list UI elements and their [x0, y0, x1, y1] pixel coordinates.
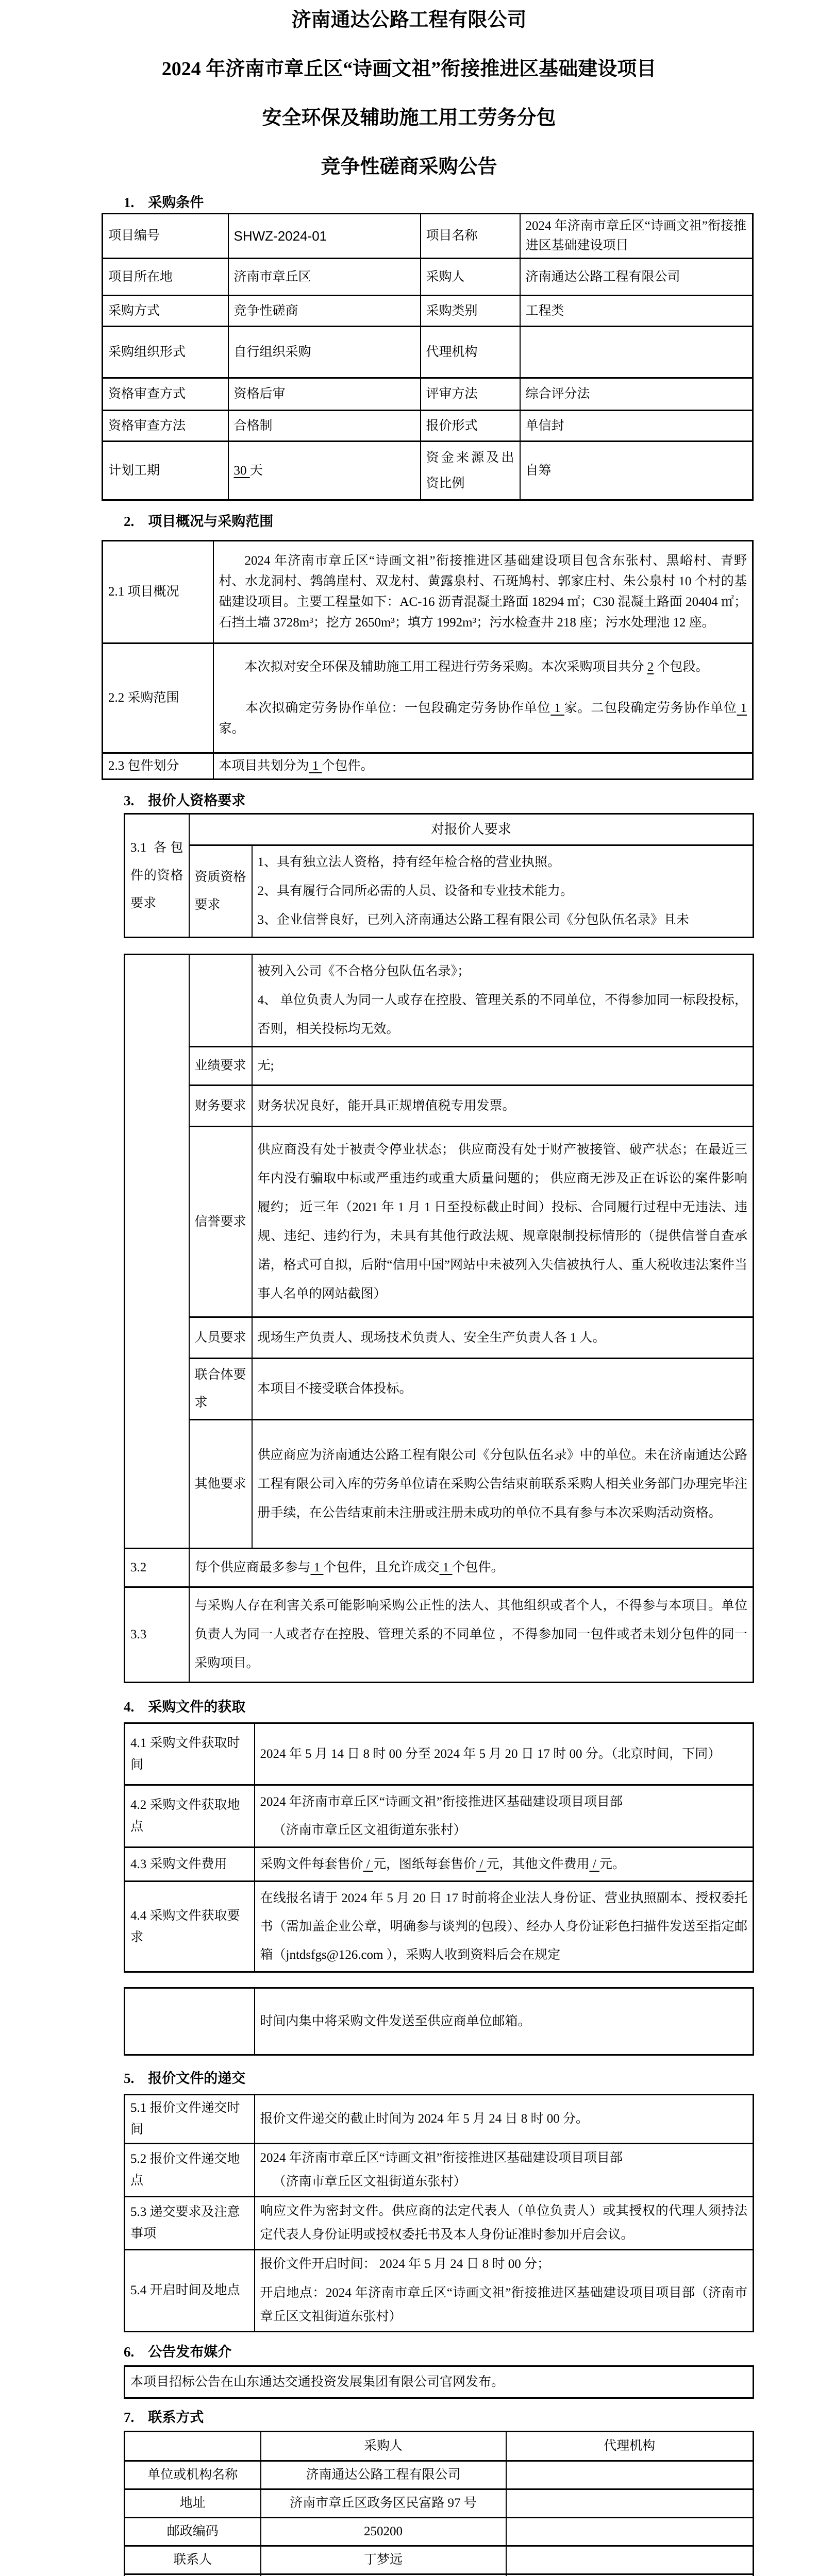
procurement-category-label: 采购类别: [421, 296, 520, 327]
opening-time-place-text: 报价文件开启时间： 2024 年 5 月 24 日 8 时 00 分； 开启地点：2024 年济南市章丘区“诗画文祖”衔接推进区基础建设项目项目部（济南市章丘区文祖街道东张村）: [255, 2250, 754, 2332]
procurement-method-value: 竞争性磋商: [228, 296, 421, 327]
contact-agency-header: 代理机构: [506, 2432, 754, 2461]
qualification-section-label: 3.1 各包件的资格要求: [125, 814, 189, 938]
table-row: [103, 411, 753, 442]
evaluation-method-value: 综合评分法: [520, 378, 753, 411]
credential-requirements-text-part2: 被列入公司《不合格分包队伍名录》； 4、 单位负责人为同一人或存在控股、管理关系的不同单位，不得参加同一标段投标，否则，相关投标均无效。: [252, 955, 754, 1047]
credential-requirements-text-part1: 1、具有独立法人资格，持有经年检合格的营业执照。 2、具有履行合同所必需的人员、设备和专业技术能力。 3、企业信誉良好，已列入济南通达公路工程有限公司《分包队伍名录》且未: [252, 845, 754, 938]
org-name-agency-value: [506, 2461, 754, 2489]
funding-source-label: 资金来源及出资比例: [421, 442, 520, 500]
section-heading-contact-info: 7. 联系方式: [124, 2408, 818, 2427]
table-document-acquisition-part2: [124, 1987, 754, 2056]
credential-requirements-label-cont: [189, 955, 252, 1047]
table-row: [125, 1587, 754, 1683]
table-row: [125, 845, 754, 938]
address-purchaser-value: 济南市章丘区政务区民富路 97 号: [261, 2489, 506, 2518]
table-row: [125, 2546, 754, 2574]
other-requirements-label: 其他要求: [189, 1420, 252, 1549]
postal-code-agency-value: [506, 2518, 754, 2546]
quotation-form-value: 单信封: [520, 411, 753, 442]
procurement-scope-text: 本次拟对安全环保及辅助施工用工程进行劳务采购。本次采购项目共分 2 个包段。 本次拟确定劳务协作单位：一包段确定劳务协作单位 1 家。二包段确定劳务协作单位 1 家。: [213, 643, 753, 753]
table-row: [103, 643, 753, 753]
acquisition-requirements-text-cont: 时间内集中将采购文件发送至供应商单位邮箱。: [255, 1988, 754, 2055]
credit-requirements-label: 信誉要求: [189, 1127, 252, 1317]
section-heading-bidder-qualifications: 3. 报价人资格要求: [124, 791, 818, 810]
credential-requirements-label: 资质资格要求: [189, 845, 252, 938]
clause-3-3-text: 与采购人存在利害关系可能影响采购公正性的法人、其他组织或者个人，不得参与本项目。单位负责人为同一人或者存在控股、管理关系的不同单位 ，不得参加同一包件或者未划分包件的同一采购项目。: [189, 1587, 754, 1683]
table-row: [125, 1549, 754, 1587]
acquisition-time-label: 4.1 采购文件获取时间: [125, 1723, 255, 1785]
credit-requirements-text: 供应商没有处于被责令停业状态； 供应商没有处于财产被接管、破产状态；在最近三年内没有骗取中标或严重违约或重大质量问题的； 供应商无涉及正在诉讼的案件影响履约； 近三年（2021 年 1 月 1 日至投标截止时间）投标、合同履行过程中无违法、违规、违纪、违约行为，未具有其他行政法规、规章限制投标情形的（提供信誉自查承诺，格式可自拟，后附“信用中国”网站中未被列入失信被执行人、重大税收违法案件当事人名单的网站截图）: [252, 1127, 754, 1317]
acquisition-place-label: 4.2 采购文件获取地点: [125, 1785, 255, 1848]
acquisition-time-text: 2024 年 5 月 14 日 8 时 00 分至 2024 年 5 月 20 日 17 时 00 分。（北京时间，下同）: [255, 1723, 754, 1785]
project-code-value: SHWZ-2024-01: [228, 214, 421, 259]
agency-value: [520, 327, 753, 378]
section-heading-procurement-conditions: 1. 采购条件: [124, 193, 818, 212]
clause-3-2-text: 每个供应商最多参与 1 个包件，且允许成交 1 个包件。: [189, 1549, 754, 1587]
table-row: [125, 2366, 754, 2398]
table-row: [103, 327, 753, 378]
table-row: [125, 1317, 754, 1359]
personnel-requirements-label: 人员要求: [189, 1317, 252, 1359]
org-name-label: 单位或机构名称: [125, 2461, 261, 2489]
procurement-method-label: 采购方式: [103, 296, 228, 327]
table-row: [125, 1848, 754, 1882]
submission-deadline-text: 报价文件递交的截止时间为 2024 年 5 月 24 日 8 时 00 分。: [255, 2095, 754, 2144]
table-row: [125, 1047, 754, 1086]
table-row: [125, 2144, 754, 2197]
section-heading-announcement-media: 6. 公告发布媒介: [124, 2343, 818, 2361]
table-row: [125, 2489, 754, 2518]
agency-label: 代理机构: [421, 327, 520, 378]
table-row: [125, 1420, 754, 1549]
table-document-acquisition-part1: [124, 1722, 754, 1973]
phone-agency-value: [506, 2574, 754, 2576]
table-project-overview: [102, 540, 754, 780]
table-qualifications-part1: [124, 813, 754, 938]
table-row: [103, 259, 753, 296]
table-row: [125, 2250, 754, 2332]
project-location-value: 济南市章丘区: [228, 259, 421, 296]
document-fee-text: 采购文件每套售价 / 元，图纸每套售价 / 元，其他文件费用 / 元。: [255, 1848, 754, 1882]
table-row: [125, 2518, 754, 2546]
purchaser-label: 采购人: [421, 259, 520, 296]
table-row: [125, 1723, 754, 1785]
package-division-label: 2.3 包件划分: [103, 753, 213, 779]
table-row: [103, 442, 753, 500]
procurement-category-value: 工程类: [520, 296, 753, 327]
table-row: [125, 1086, 754, 1127]
title-announcement-type: 竞争性磋商采购公告: [0, 155, 818, 179]
qualification-review-method-value: 合格制: [228, 411, 421, 442]
funding-source-value: 自筹: [520, 442, 753, 500]
phone-label: [125, 2574, 261, 2576]
submission-notes-label: 5.3 递交要求及注意事项: [125, 2197, 255, 2250]
table-row: [103, 214, 753, 259]
table-qualifications-part2: [124, 954, 754, 1683]
acquisition-requirements-text: 在线报名请于 2024 年 5 月 20 日 17 时前将企业法人身份证、营业执照副本、授权委托书（需加盖企业公章，明确参与谈判的包段）、经办人身份证彩色扫描件发送至指定邮箱（jntdsfgs@126.com ），采购人收到资料后会在规定: [255, 1882, 754, 1972]
organization-form-value: 自行组织采购: [228, 327, 421, 378]
consortium-requirements-text: 本项目不接受联合体投标。: [252, 1359, 754, 1420]
contact-purchaser-header: 采购人: [261, 2432, 506, 2461]
submission-notes-text: 响应文件为密封文件。供应商的法定代表人（单位负责人）或其授权的代理人须持法定代表人身份证明或授权委托书及本人身份证准时参加开启会议。: [255, 2197, 754, 2250]
planned-duration-label: 计划工期: [103, 442, 228, 500]
table-row: [125, 2574, 754, 2576]
financial-requirements-label: 财务要求: [189, 1086, 252, 1127]
clause-3-2-label: 3.2: [125, 1549, 189, 1587]
package-division-text: 本项目共划分为 1 个包件。: [213, 753, 753, 779]
qualification-section-spacer: [125, 955, 189, 1549]
project-code-label: 项目编号: [103, 214, 228, 259]
table-row: [125, 2197, 754, 2250]
announcement-media-text: 本项目招标公告在山东通达交通投资发展集团有限公司官网发布。: [125, 2366, 754, 2398]
submission-place-text: 2024 年济南市章丘区“诗画文祖”衔接推进区基础建设项目项目部 （济南市章丘区文祖街道东张村）: [255, 2144, 754, 2197]
organization-form-label: 采购组织形式: [103, 327, 228, 378]
contact-person-agency-value: [506, 2546, 754, 2574]
consortium-requirements-label: 联合体要求: [189, 1359, 252, 1420]
opening-time-place-label: 5.4 开启时间及地点: [125, 2250, 255, 2332]
qualification-review-mode-value: 资格后审: [228, 378, 421, 411]
postal-code-purchaser-value: 250200: [261, 2518, 506, 2546]
planned-duration-value: 30 天: [228, 442, 421, 500]
document-title-block: [0, 0, 818, 179]
submission-place-label: 5.2 报价文件递交地点: [125, 2144, 255, 2197]
page-break-gap: [0, 938, 818, 954]
table-row: [125, 814, 754, 845]
acquisition-requirements-label-cont: [125, 1988, 255, 2055]
acquisition-requirements-label: 4.4 采购文件获取要求: [125, 1882, 255, 1972]
project-name-value: 2024 年济南市章丘区“诗画文祖”衔接推进区基础建设项目: [520, 214, 753, 259]
bidder-requirements-header: 对报价人要求: [189, 814, 754, 845]
postal-code-label: 邮政编码: [125, 2518, 261, 2546]
table-row: [125, 1127, 754, 1317]
section-heading-quotation-submission: 5. 报价文件的递交: [124, 2069, 818, 2088]
address-label: 地址: [125, 2489, 261, 2518]
contact-person-purchaser-value: 丁梦远: [261, 2546, 506, 2574]
project-location-label: 项目所在地: [103, 259, 228, 296]
title-project-name: 2024 年济南市章丘区“诗画文祖”衔接推进区基础建设项目: [0, 57, 818, 81]
table-row: [125, 1882, 754, 1972]
title-company-name: 济南通达公路工程有限公司: [0, 8, 818, 32]
table-row: [103, 378, 753, 411]
acquisition-place-text: 2024 年济南市章丘区“诗画文祖”衔接推进区基础建设项目项目部 （济南市章丘区文祖街道东张村）: [255, 1785, 754, 1848]
table-row: [125, 1988, 754, 2055]
performance-requirements-text: 无;: [252, 1047, 754, 1086]
contact-person-label: 联系人: [125, 2546, 261, 2574]
section-heading-document-acquisition: 4. 采购文件的获取: [124, 1698, 818, 1716]
table-contact-info: [124, 2431, 754, 2576]
evaluation-method-label: 评审方法: [421, 378, 520, 411]
table-procurement-conditions: [102, 213, 754, 501]
submission-deadline-label: 5.1 报价文件递交时间: [125, 2095, 255, 2144]
table-announcement-media: [124, 2365, 754, 2399]
project-overview-text: 2024 年济南市章丘区“诗画文祖”衔接推进区基础建设项目包含东张村、黑峪村、青野村、水龙洞村、鹁鸽崖村、双龙村、黄露泉村、石斑鸠村、郭家庄村、朱公泉村 10 个村的基础建设项目。主要工程量如下：AC-16 沥青混凝土路面 18294 ㎡；C30 混凝土路面 20404 ㎡；石挡土墙 3728m³；挖方 2650m³；填方 1992m³；污水检查井 218 座；污水处理池 12 座。: [213, 541, 753, 643]
table-quotation-submission: [124, 2094, 754, 2332]
project-overview-label: 2.1 项目概况: [103, 541, 213, 643]
table-row: [103, 296, 753, 327]
table-row: [125, 1359, 754, 1420]
quotation-form-label: 报价形式: [421, 411, 520, 442]
table-row: [103, 753, 753, 779]
table-row: [125, 2461, 754, 2489]
qualification-review-mode-label: 资格审查方式: [103, 378, 228, 411]
document-fee-label: 4.3 采购文件费用: [125, 1848, 255, 1882]
procurement-scope-label: 2.2 采购范围: [103, 643, 213, 753]
contact-corner-cell: [125, 2432, 261, 2461]
table-row: [125, 2432, 754, 2461]
table-row: [103, 541, 753, 643]
other-requirements-text: 供应商应为济南通达公路工程有限公司《分包队伍名录》中的单位。未在济南通达公路工程有限公司入库的劳务单位请在采购公告结束前联系采购人相关业务部门办理完毕注册手续，在公告结束前未注册或注册未成功的单位不具有参与本次采购活动资格。: [252, 1420, 754, 1549]
page-break-gap: [0, 1973, 818, 1987]
personnel-requirements-text: 现场生产负责人、现场技术负责人、安全生产负责人各 1 人。: [252, 1317, 754, 1359]
title-subpackage-name: 安全环保及辅助施工用工劳务分包: [0, 106, 818, 130]
table-row: [125, 955, 754, 1047]
org-name-purchaser-value: 济南通达公路工程有限公司: [261, 2461, 506, 2489]
project-name-label: 项目名称: [421, 214, 520, 259]
qualification-review-method-label: 资格审查方法: [103, 411, 228, 442]
phone-purchaser-value: [261, 2574, 506, 2576]
section-heading-project-overview: 2. 项目概况与采购范围: [124, 512, 818, 531]
performance-requirements-label: 业绩要求: [189, 1047, 252, 1086]
table-row: [125, 2095, 754, 2144]
financial-requirements-text: 财务状况良好，能开具正规增值税专用发票。: [252, 1086, 754, 1127]
table-row: [125, 1785, 754, 1848]
address-agency-value: [506, 2489, 754, 2518]
clause-3-3-label: 3.3: [125, 1587, 189, 1683]
purchaser-value: 济南通达公路工程有限公司: [520, 259, 753, 296]
